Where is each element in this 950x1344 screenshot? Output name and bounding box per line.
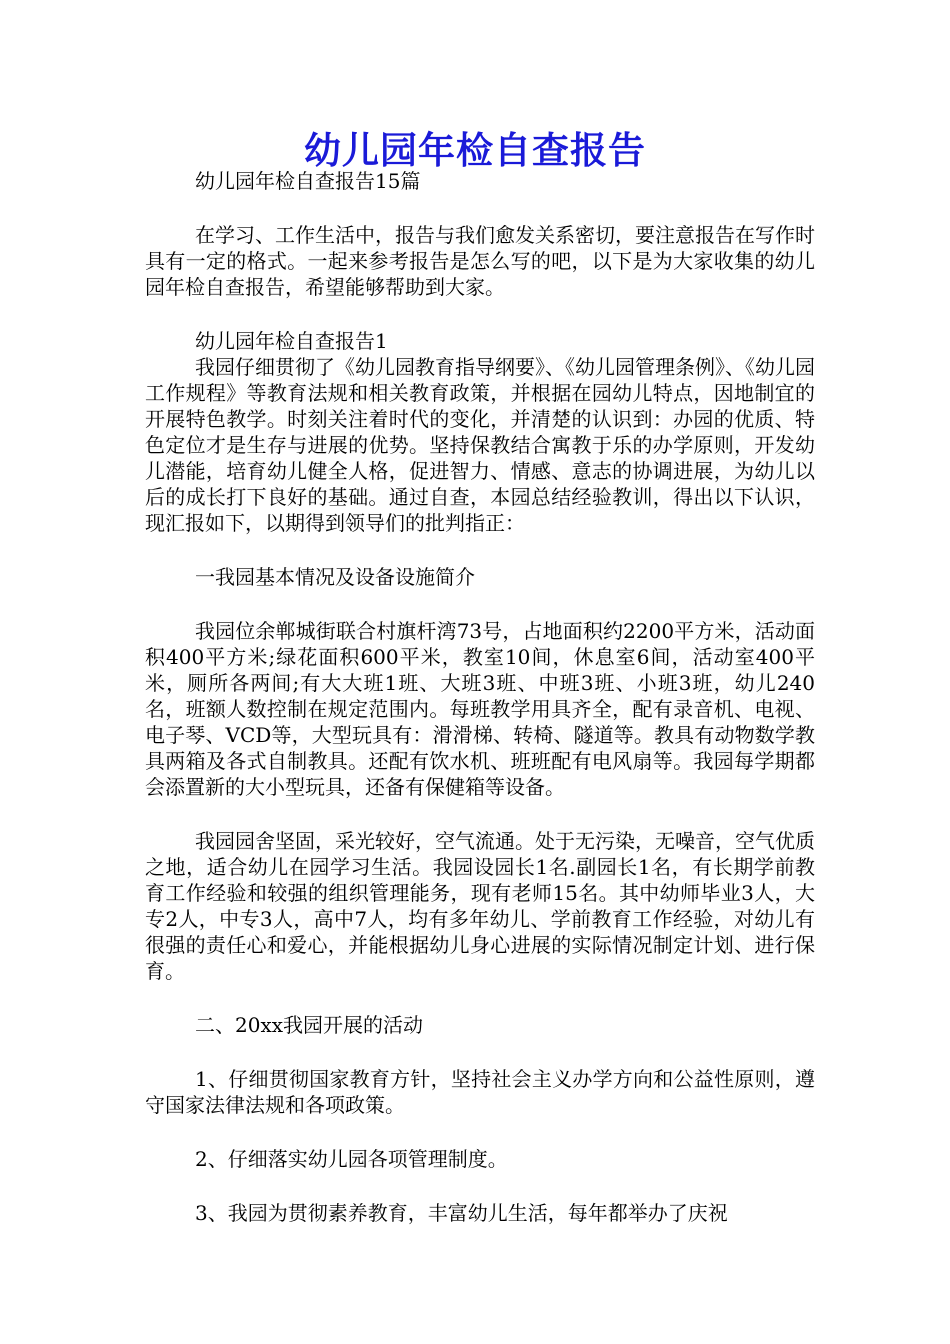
document-subtitle: 幼儿园年检自查报告15篇 <box>195 169 421 193</box>
paragraph: 1、仔细贯彻国家教育方针，坚持社会主义办学方向和公益性原则，遵守国家法律法规和各项政策。 <box>145 1067 815 1117</box>
paragraph: 我园位余郸城街联合村旗杆湾73号，占地面积约2200平方米，活动面积400平方米;绿花面积600平米，教室10间，休息室6间，活动室400平米，厕所各两间;有大大班1班、大班3班、中班3班、小班3班，幼儿240名，班额人数控制在规定范围内。每班教学用具齐全，配有录音机、电视、电子琴、VCD等，大型玩具有：滑滑梯、转椅、隧道等。教具有动物数学教具两箱及各式自制教具。还配有饮水机、班班配有电风扇等。我园每学期都会添置新的大小型玩具，还备有保健箱等设备。 <box>145 619 815 799</box>
paragraph: 我园仔细贯彻了《幼儿园教育指导纲要》、《幼儿园管理条例》、《幼儿园工作规程》等教育法规和相关教育政策，并根据在园幼儿特点，因地制宜的开展特色教学。时刻关注着时代的变化，并清楚的认识到：办园的优质、特色定位才是生存与进展的优势。坚持保教结合寓教于乐的办学原则，开发幼儿潜能，培育幼儿健全人格，促进智力、情感、意志的协调进展，为幼儿以后的成长打下良好的基础。通过自查，本园总结经验教训，得出以下认识，现汇报如下，以期得到领导们的批判指正： <box>145 355 815 535</box>
section-heading: 一我园基本情况及设备设施简介 <box>195 565 475 589</box>
paragraph: 3、我园为贯彻素养教育，丰富幼儿生活，每年都举办了庆祝 <box>195 1201 728 1225</box>
paragraph: 2、仔细落实幼儿园各项管理制度。 <box>195 1147 508 1171</box>
document-body <box>145 168 815 1226</box>
document-title: 幼儿园年检自查报告 <box>304 128 646 172</box>
section-heading: 二、20xx我园开展的活动 <box>195 1013 424 1037</box>
paragraph: 我园园舍坚固，采光较好，空气流通。处于无污染，无噪音，空气优质之地，适合幼儿在园学习生活。我园设园长1名.副园长1名，有长期学前教育工作经验和较强的组织管理能务，现有老师15名。其中幼师毕业3人，大专2人，中专3人，高中7人，均有多年幼儿、学前教育工作经验，对幼儿有很强的责任心和爱心，并能根据幼儿身心进展的实际情况制定计划、进行保育。 <box>145 829 815 983</box>
paragraph: 在学习、工作生活中，报告与我们愈发关系密切，要注意报告在写作时具有一定的格式。一起来参考报告是怎么写的吧，以下是为大家收集的幼儿园年检自查报告，希望能够帮助到大家。 <box>145 223 815 299</box>
section-heading: 幼儿园年检自查报告1 <box>195 329 388 353</box>
